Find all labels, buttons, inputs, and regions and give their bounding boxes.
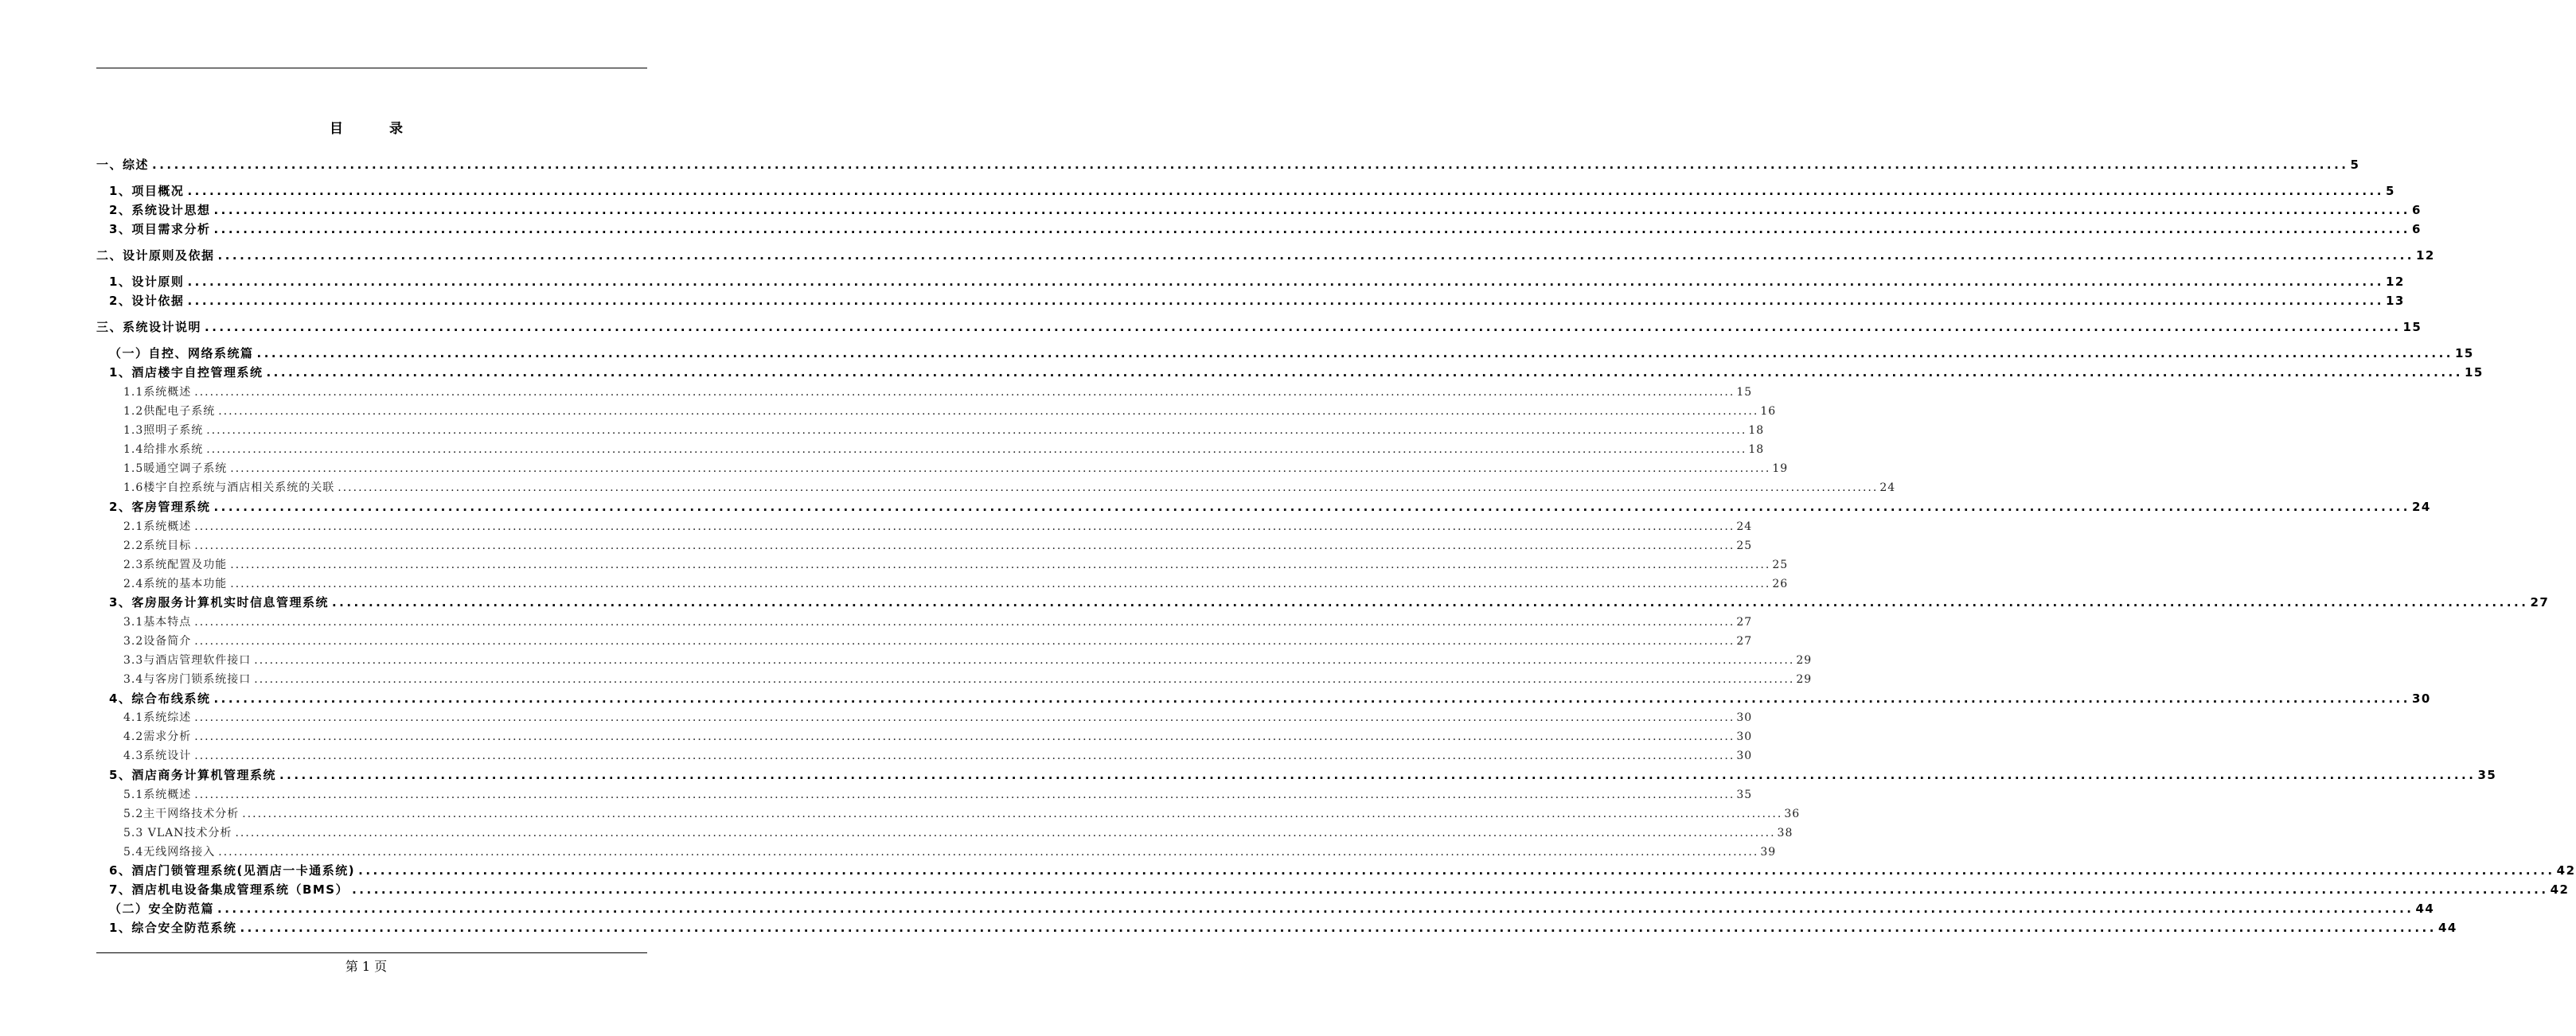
toc-leader-dots: ............................................................................................................................................................................................................................................................................................................: [194, 711, 1735, 724]
toc-leader-dots: ............................................................................................................................................................................................................................................................................................................: [152, 158, 2349, 172]
toc-entry-page-number: 15: [1736, 386, 1753, 399]
toc-entry-label: 4、综合布线系统: [109, 691, 211, 706]
toc-entry-label: 2.1系统概述: [123, 520, 192, 533]
toc-entry[interactable]: [123, 460, 1789, 476]
toc-entry-page-number: 15: [2455, 346, 2474, 360]
toc-entry-label: 1、设计原则: [109, 275, 185, 289]
toc-entry-page-number: 38: [1777, 827, 1793, 839]
toc-entry[interactable]: [123, 613, 1753, 629]
toc-entry[interactable]: [123, 671, 1813, 687]
toc-entry-page-number: 24: [1879, 481, 1896, 494]
toc-entry[interactable]: [123, 575, 1789, 591]
toc-entry[interactable]: [109, 345, 2474, 361]
toc-entry[interactable]: [109, 881, 2570, 898]
toc-entry-label: 4.2需求分析: [123, 730, 192, 743]
toc-entry-page-number: 18: [1748, 443, 1765, 456]
toc-entry-label: （二）安全防范篇: [109, 902, 215, 916]
toc-entry-page-number: 5: [2350, 158, 2360, 172]
toc-entry-label: 1、综合安全防范系统: [109, 921, 237, 935]
toc-entry-page-number: 15: [2464, 365, 2484, 380]
toc-entry-label: 1.6楼宇自控系统与酒店相关系统的关联: [123, 481, 335, 494]
toc-entry[interactable]: [123, 384, 1753, 399]
toc-entry-page-number: 24: [1736, 520, 1753, 533]
toc-entry[interactable]: [123, 709, 1753, 725]
toc-entry-page-number: 25: [1736, 539, 1753, 552]
toc-leader-dots: ............................................................................................................................................................................................................................................................................................................: [213, 691, 2410, 706]
toc-entry[interactable]: [96, 247, 2435, 263]
toc-entry-page-number: 18: [1748, 424, 1765, 437]
toc-entry[interactable]: [123, 518, 1753, 534]
toc-entry[interactable]: [123, 422, 1765, 438]
toc-entry-page-number: 30: [1736, 711, 1753, 724]
toc-entry-page-number: 13: [2385, 294, 2405, 308]
toc-entry[interactable]: [109, 862, 2576, 878]
toc-leader-dots: ............................................................................................................................................................................................................................................................................................................: [187, 184, 2384, 198]
toc-leader-dots: ............................................................................................................................................................................................................................................................................................................: [218, 846, 1759, 859]
toc-entry[interactable]: [123, 843, 1777, 859]
toc-entry-page-number: 35: [2477, 768, 2497, 782]
toc-entry[interactable]: [109, 220, 2422, 237]
toc-entry-label: 7、酒店机电设备集成管理系统（BMS）: [109, 882, 349, 897]
toc-entry-label: 3、项目需求分析: [109, 222, 211, 236]
toc-entry-page-number: 36: [1784, 808, 1801, 820]
toc-entry[interactable]: [109, 182, 2395, 199]
toc-entry[interactable]: [109, 919, 2457, 936]
toc-entry-label: 2.2系统目标: [123, 539, 192, 552]
toc-entry-label: 5、酒店商务计算机管理系统: [109, 768, 276, 782]
toc-entry[interactable]: [123, 747, 1753, 763]
toc-leader-dots: ............................................................................................................................................................................................................................................................................................................: [217, 248, 2414, 263]
toc-entry-label: 二、设计原则及依据: [96, 248, 215, 263]
toc-leader-dots: ............................................................................................................................................................................................................................................................................................................: [213, 500, 2410, 514]
toc-entry[interactable]: [109, 201, 2422, 218]
toc-entry-page-number: 39: [1760, 846, 1777, 859]
toc-entry-page-number: 44: [2415, 902, 2435, 916]
toc-leader-dots: ............................................................................................................................................................................................................................................................................................................: [194, 539, 1735, 552]
toc-leader-dots: ............................................................................................................................................................................................................................................................................................................: [213, 222, 2410, 236]
toc-entry-label: 4.1系统综述: [123, 711, 192, 724]
toc-leader-dots: ............................................................................................................................................................................................................................................................................................................: [235, 827, 1776, 839]
toc-leader-dots: ............................................................................................................................................................................................................................................................................................................: [240, 921, 2437, 935]
toc-leader-dots: ............................................................................................................................................................................................................................................................................................................: [256, 346, 2453, 360]
toc-entry-label: 5.1系统概述: [123, 789, 192, 801]
toc-leader-dots: ............................................................................................................................................................................................................................................................................................................: [331, 595, 2529, 610]
toc-entry[interactable]: [109, 594, 2550, 610]
toc-entry-label: 4.3系统设计: [123, 750, 192, 762]
toc-leader-dots: ............................................................................................................................................................................................................................................................................................................: [338, 481, 1879, 494]
toc-leader-dots: ............................................................................................................................................................................................................................................................................................................: [187, 294, 2384, 308]
toc-entry[interactable]: [123, 786, 1753, 802]
toc-entry-label: 3.1基本特点: [123, 616, 192, 629]
toc-entry-label: 5.2主干网络技术分析: [123, 808, 240, 820]
toc-entry[interactable]: [109, 766, 2497, 783]
toc-leader-dots: ............................................................................................................................................................................................................................................................................................................: [206, 443, 1747, 456]
toc-leader-dots: ............................................................................................................................................................................................................................................................................................................: [266, 365, 2463, 380]
toc-entry-label: 3.2设备简介: [123, 635, 192, 648]
toc-entry-label: 2、系统设计思想: [109, 203, 211, 217]
toc-entry-page-number: 19: [1772, 462, 1789, 475]
toc-leader-dots: ............................................................................................................................................................................................................................................................................................................: [187, 275, 2384, 289]
toc-leader-dots: ............................................................................................................................................................................................................................................................................................................: [206, 424, 1747, 437]
toc-entry-label: 1、酒店楼宇自控管理系统: [109, 365, 263, 380]
toc-leader-dots: ............................................................................................................................................................................................................................................................................................................: [194, 520, 1735, 533]
toc-entry[interactable]: [123, 728, 1753, 744]
toc-entry-label: 1.1系统概述: [123, 386, 192, 399]
toc-entry-page-number: 12: [2385, 275, 2405, 289]
toc-entry[interactable]: [123, 479, 1896, 495]
toc-entry[interactable]: [123, 403, 1777, 419]
toc-entry[interactable]: [123, 652, 1813, 668]
toc-entry-page-number: 42: [2550, 882, 2570, 897]
toc-entry[interactable]: [109, 900, 2435, 917]
toc-entry-page-number: 44: [2437, 921, 2457, 935]
toc-entry-page-number: 27: [1736, 635, 1753, 648]
toc-leader-dots: ............................................................................................................................................................................................................................................................................................................: [230, 462, 1771, 475]
toc-entry-page-number: 29: [1796, 673, 1813, 686]
toc-leader-dots: ............................................................................................................................................................................................................................................................................................................: [218, 405, 1759, 418]
toc-leader-dots: ............................................................................................................................................................................................................................................................................................................: [205, 320, 2402, 334]
toc-entry[interactable]: [123, 537, 1753, 553]
toc-entry-label: 1.3照明子系统: [123, 424, 204, 437]
toc-title: 目 录: [330, 121, 423, 137]
page-number-footer: 第 1 页: [345, 959, 388, 974]
toc-entry-label: （一）自控、网络系统篇: [109, 346, 254, 360]
toc-entry-label: 1.2供配电子系统: [123, 405, 216, 418]
toc-entry-label: 三、系统设计说明: [96, 320, 202, 334]
toc-entry-page-number: 27: [2530, 595, 2550, 610]
toc-entry[interactable]: [109, 292, 2405, 309]
toc-entry-page-number: 29: [1796, 654, 1813, 667]
toc-entry[interactable]: [109, 364, 2484, 380]
toc-entry-label: 3.3与酒店管理软件接口: [123, 654, 252, 667]
toc-entry-label: 3、客房服务计算机实时信息管理系统: [109, 595, 329, 610]
toc-entry-page-number: 6: [2411, 222, 2422, 236]
toc-entry-label: 3.4与客房门锁系统接口: [123, 673, 252, 686]
toc-leader-dots: ............................................................................................................................................................................................................................................................................................................: [279, 768, 2476, 782]
toc-entry[interactable]: [109, 273, 2405, 290]
toc-entry-page-number: 5: [2385, 184, 2395, 198]
toc-entry-label: 2.4系统的基本功能: [123, 578, 228, 590]
toc-leader-dots: ............................................................................................................................................................................................................................................................................................................: [194, 750, 1735, 762]
toc-entry-page-number: 42: [2556, 863, 2576, 878]
toc-leader-dots: ............................................................................................................................................................................................................................................................................................................: [230, 559, 1771, 571]
toc-entry-label: 一、综述: [96, 158, 150, 172]
toc-entry[interactable]: [123, 824, 1793, 840]
toc-leader-dots: ............................................................................................................................................................................................................................................................................................................: [230, 578, 1771, 590]
toc-leader-dots: ............................................................................................................................................................................................................................................................................................................: [254, 654, 1795, 667]
toc-entry[interactable]: [109, 690, 2431, 707]
toc-leader-dots: ............................................................................................................................................................................................................................................................................................................: [242, 808, 1783, 820]
toc-leader-dots: ............................................................................................................................................................................................................................................................................................................: [194, 386, 1735, 399]
toc-entry-label: 1.4给排水系统: [123, 443, 204, 456]
toc-entry-page-number: 25: [1772, 559, 1789, 571]
toc-entry-page-number: 6: [2411, 203, 2422, 217]
toc-entry-page-number: 26: [1772, 578, 1789, 590]
toc-entry[interactable]: [123, 556, 1789, 572]
toc-leader-dots: ............................................................................................................................................................................................................................................................................................................: [194, 789, 1735, 801]
toc-entry[interactable]: [96, 318, 2422, 335]
toc-entry-label: 1.5暖通空调子系统: [123, 462, 228, 475]
toc-leader-dots: ............................................................................................................................................................................................................................................................................................................: [194, 635, 1735, 648]
toc-entry-page-number: 16: [1760, 405, 1777, 418]
toc-entry-label: 2.3系统配置及功能: [123, 559, 228, 571]
toc-entry-page-number: 12: [2416, 248, 2435, 263]
toc-entry-page-number: 24: [2411, 500, 2431, 514]
toc-entry-label: 6、酒店门锁管理系统(见酒店一卡通系统): [109, 863, 356, 878]
toc-entry-page-number: 30: [1736, 730, 1753, 743]
toc-leader-dots: ............................................................................................................................................................................................................................................................................................................: [352, 882, 2549, 897]
toc-entry-label: 1、项目概况: [109, 184, 185, 198]
toc-entry[interactable]: [96, 156, 2360, 173]
toc-entry[interactable]: [123, 633, 1753, 648]
toc-leader-dots: ............................................................................................................................................................................................................................................................................................................: [358, 863, 2555, 878]
toc-leader-dots: ............................................................................................................................................................................................................................................................................................................: [217, 902, 2414, 916]
toc-entry-label: 2、设计依据: [109, 294, 185, 308]
toc-entry-label: 2、客房管理系统: [109, 500, 211, 514]
toc-entry-page-number: 35: [1736, 789, 1753, 801]
toc-entry[interactable]: [123, 441, 1765, 457]
toc-entry-page-number: 15: [2402, 320, 2422, 334]
footer-rule: [96, 952, 647, 953]
toc-entry-page-number: 27: [1736, 616, 1753, 629]
toc-entry-page-number: 30: [2411, 691, 2431, 706]
toc-entry-label: 5.4无线网络接入: [123, 846, 216, 859]
toc-entry[interactable]: [109, 498, 2431, 515]
toc-leader-dots: ............................................................................................................................................................................................................................................................................................................: [213, 203, 2410, 217]
toc-leader-dots: ............................................................................................................................................................................................................................................................................................................: [254, 673, 1795, 686]
toc-leader-dots: ............................................................................................................................................................................................................................................................................................................: [194, 616, 1735, 629]
toc-entry-page-number: 30: [1736, 750, 1753, 762]
toc-entry[interactable]: [123, 805, 1801, 821]
toc-leader-dots: ............................................................................................................................................................................................................................................................................................................: [194, 730, 1735, 743]
toc-entry-label: 5.3 VLAN技术分析: [123, 827, 232, 839]
